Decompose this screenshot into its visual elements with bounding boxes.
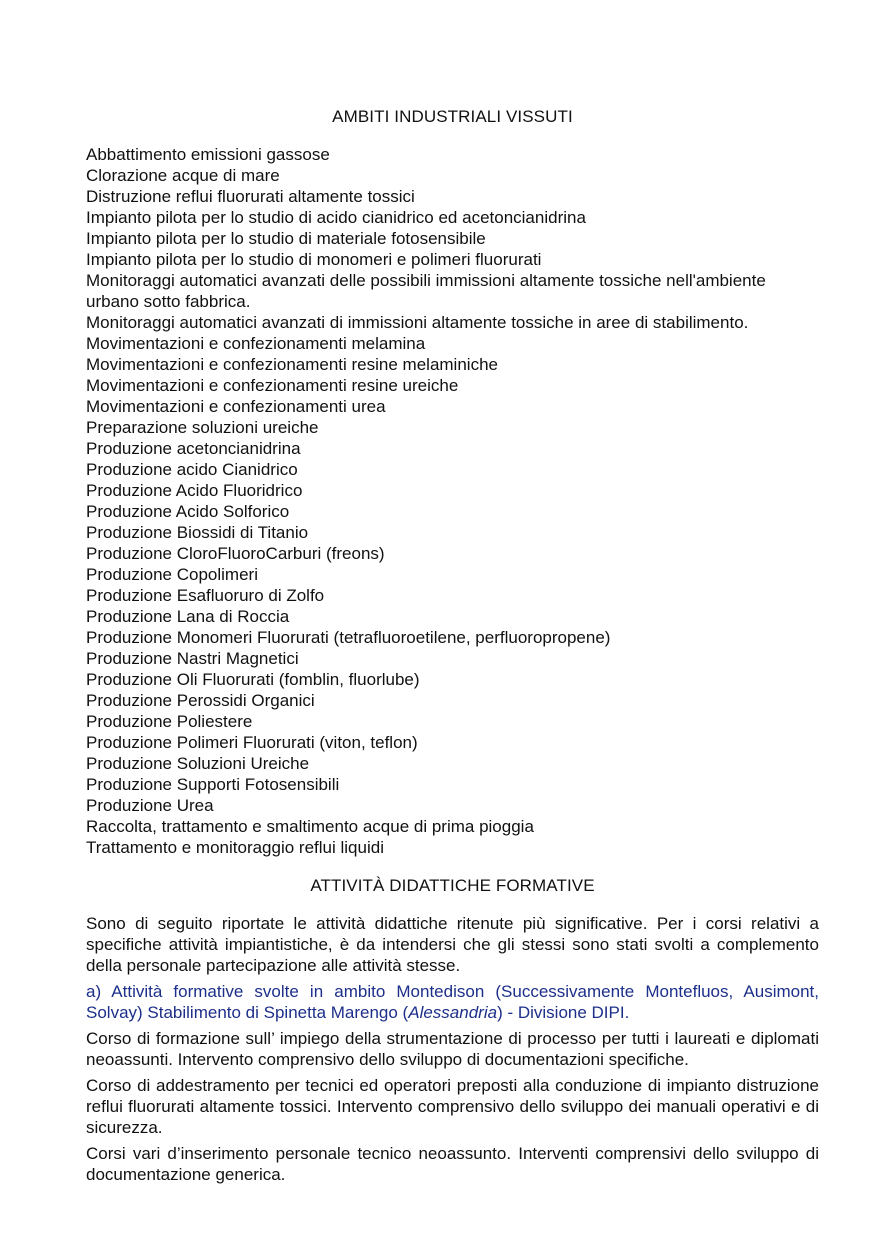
industrial-field-item: Produzione Perossidi Organici	[86, 691, 315, 710]
industrial-field-item: Trattamento e monitoraggio reflui liquidi	[86, 838, 384, 857]
industrial-field-item: Produzione Urea	[86, 796, 214, 815]
industrial-fields-list	[86, 144, 819, 858]
industrial-field-item: Preparazione soluzioni ureiche	[86, 418, 319, 437]
section-heading-attivita: ATTIVITÀ DIDATTICHE FORMATIVE	[310, 876, 595, 895]
industrial-field-item: Produzione Soluzioni Ureiche	[86, 754, 310, 773]
industrial-field-item: Produzione Supporti Fotosensibili	[86, 775, 340, 794]
industrial-field-item: Produzione Copolimeri	[86, 565, 258, 584]
industrial-field-item: Clorazione acque di mare	[86, 166, 280, 185]
industrial-field-item: Monitoraggi automatici avanzati delle possibili immissioni altamente tossiche nell'ambiente urbano sotto fabbrica.	[86, 271, 766, 311]
subsection-a-text: a) Attività formative svolte in ambito Montedison (Successivamente Montefluos, Ausimont, Solvay) Stabilimento di Spinetta Marengo (	[86, 982, 819, 1022]
subsection-a-city: Alessandria	[408, 1003, 498, 1022]
industrial-field-item: Produzione Acido Solforico	[86, 502, 290, 521]
industrial-field-item: Movimentazioni e confezionamenti resine melaminiche	[86, 355, 498, 374]
industrial-field-item: Movimentazioni e confezionamenti resine ureiche	[86, 376, 459, 395]
industrial-field-item: Produzione acetoncianidrina	[86, 439, 301, 458]
course-paragraph: Corso di formazione sull’ impiego della strumentazione di processo per tutti i laureati e diplomati neoassunti. Intervento comprensivo dello sviluppo di documentazioni specifiche.	[86, 1029, 819, 1069]
course-paragraph: Corso di addestramento per tecnici ed operatori preposti alla conduzione di impianto distruzione reflui fluorurati altamente tossici. Intervento comprensivo dello sviluppo dei manuali operativi e di sicurezza.	[86, 1076, 819, 1137]
industrial-field-item: Produzione Acido Fluoridrico	[86, 481, 303, 500]
industrial-field-item: Produzione Monomeri Fluorurati (tetrafluoroetilene, perfluoropropene)	[86, 628, 611, 647]
industrial-field-item: Produzione Esafluoruro di Zolfo	[86, 586, 325, 605]
industrial-field-item: Impianto pilota per lo studio di monomeri e polimeri fluorurati	[86, 250, 542, 269]
document-page	[86, 106, 819, 1190]
industrial-field-item: Produzione acido Cianidrico	[86, 460, 298, 479]
industrial-field-item: Produzione Poliestere	[86, 712, 253, 731]
industrial-field-item: Produzione Polimeri Fluorurati (viton, teflon)	[86, 733, 418, 752]
industrial-field-item: Impianto pilota per lo studio di materiale fotosensibile	[86, 229, 486, 248]
industrial-field-item: Impianto pilota per lo studio di acido cianidrico ed acetoncianidrina	[86, 208, 586, 227]
industrial-field-item: Movimentazioni e confezionamenti melamina	[86, 334, 426, 353]
industrial-field-item: Produzione Oli Fluorurati (fomblin, fluorlube)	[86, 670, 420, 689]
industrial-field-item: Distruzione reflui fluorurati altamente tossici	[86, 187, 415, 206]
industrial-field-item: Raccolta, trattamento e smaltimento acque di prima pioggia	[86, 817, 534, 836]
subsection-a-title	[86, 981, 819, 1023]
industrial-field-item: Monitoraggi automatici avanzati di immissioni altamente tossiche in aree di stabilimento.	[86, 313, 749, 332]
industrial-field-item: Produzione Nastri Magnetici	[86, 649, 299, 668]
industrial-field-item: Produzione CloroFluoroCarburi (freons)	[86, 544, 385, 563]
course-paragraph: Corsi vari d’inserimento personale tecnico neoassunto. Interventi comprensivi dello sviluppo di documentazione generica.	[86, 1144, 819, 1184]
industrial-field-item: Abbattimento emissioni gassose	[86, 145, 330, 164]
industrial-field-item: Movimentazioni e confezionamenti urea	[86, 397, 386, 416]
subsection-a-text-end: ) - Divisione DIPI.	[497, 1003, 630, 1022]
intro-paragraph: Sono di seguito riportate le attività didattiche ritenute più significative. Per i corsi relativi a specifiche attività impiantistiche, è da intendersi che gli stessi sono stati svolti a complemento della personale partecipazione alle attività stesse.	[86, 914, 819, 975]
section-heading-ambiti: AMBITI INDUSTRIALI VISSUTI	[332, 107, 573, 126]
industrial-field-item: Produzione Biossidi di Titanio	[86, 523, 309, 542]
industrial-field-item: Produzione Lana di Roccia	[86, 607, 290, 626]
